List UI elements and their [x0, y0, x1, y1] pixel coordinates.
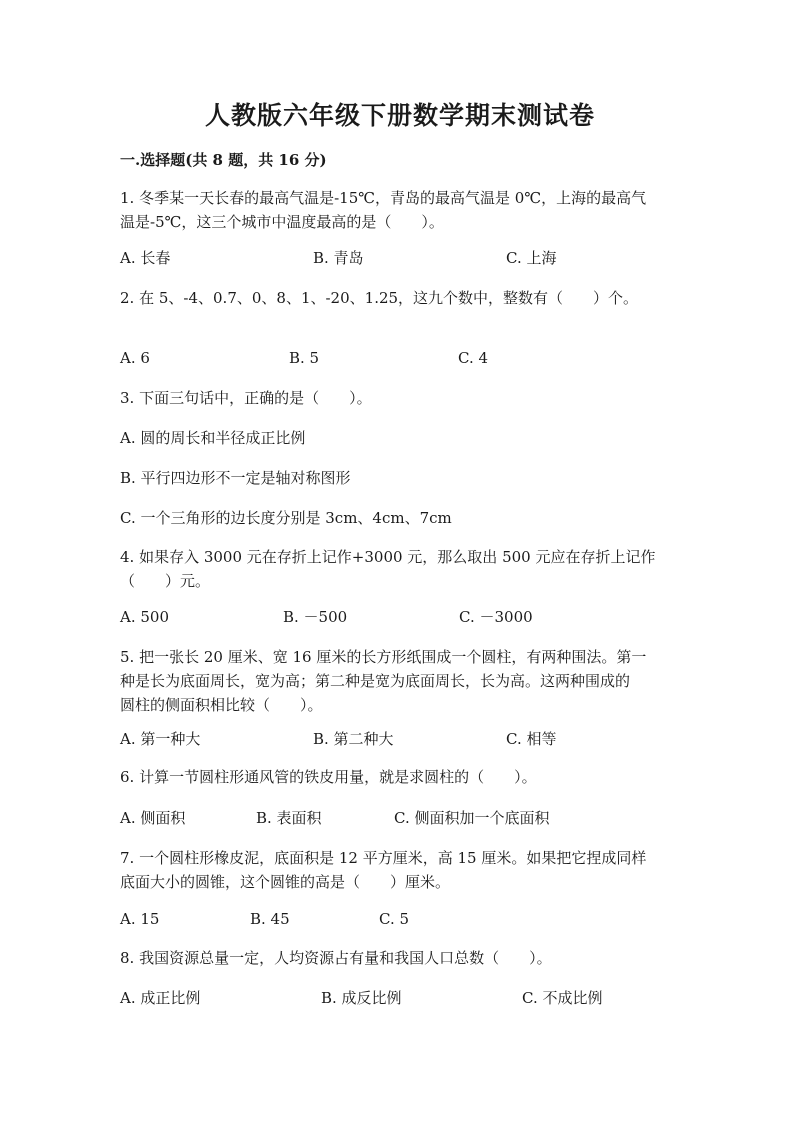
option-a[interactable]: A. 长春	[120, 249, 171, 267]
question-1-options	[120, 246, 680, 270]
option-c[interactable]: C. 4	[458, 349, 489, 367]
option-a[interactable]: A. 15	[120, 910, 160, 928]
question-4-options	[120, 605, 680, 629]
question-2-options	[120, 346, 680, 370]
page-title: 人教版六年级下册数学期末测试卷	[204, 101, 595, 130]
question-line: 圆柱的侧面积相比较（ ）。	[120, 696, 323, 714]
question-6	[120, 765, 680, 789]
option-c[interactable]: C. 侧面积加一个底面积	[394, 809, 550, 827]
option-c[interactable]: C. 相等	[506, 730, 557, 748]
option-b[interactable]: B. 第二种大	[313, 730, 394, 748]
question-line: 3. 下面三句话中，正确的是（ ）。	[120, 389, 372, 407]
question-5-options	[120, 727, 680, 751]
question-line: （ ）元。	[120, 572, 211, 590]
option-a[interactable]: A. 成正比例	[120, 989, 201, 1007]
question-3	[120, 386, 680, 410]
option-b[interactable]: B. 平行四边形不一定是轴对称图形	[120, 469, 351, 487]
option-b[interactable]: B. 成反比例	[321, 989, 402, 1007]
question-line: 6. 计算一节圆柱形通风管的铁皮用量，就是求圆柱的（ ）。	[120, 768, 537, 786]
question-5	[120, 645, 680, 717]
option-c[interactable]: C. －3000	[459, 608, 533, 626]
option-b[interactable]: B. 青岛	[313, 249, 364, 267]
question-line: 1. 冬季某一天长春的最高气温是-15℃，青岛的最高气温是 0℃，上海的最高气	[120, 189, 647, 207]
option-c[interactable]: C. 上海	[506, 249, 557, 267]
option-a[interactable]: A. 500	[120, 608, 169, 626]
question-3-option-b	[120, 466, 680, 490]
question-1	[120, 186, 680, 234]
option-a[interactable]: A. 侧面积	[120, 809, 186, 827]
question-6-options	[120, 806, 680, 830]
question-8-options	[120, 986, 680, 1010]
question-4	[120, 545, 680, 593]
option-b[interactable]: B. －500	[283, 608, 348, 626]
option-a[interactable]: A. 圆的周长和半径成正比例	[120, 429, 306, 447]
question-line: 温是-5℃，这三个城市中温度最高的是（ ）。	[120, 213, 444, 231]
option-c[interactable]: C. 5	[379, 910, 410, 928]
option-a[interactable]: A. 6	[120, 349, 150, 367]
question-line: 7. 一个圆柱形橡皮泥，底面积是 12 平方厘米，高 15 厘米。如果把它捏成同样	[120, 849, 647, 867]
question-line: 4. 如果存入 3000 元在存折上记作+3000 元，那么取出 500 元应在存折上记作	[120, 548, 656, 566]
question-3-option-c	[120, 506, 680, 530]
option-c[interactable]: C. 一个三角形的边长度分别是 3cm、4cm、7cm	[120, 509, 452, 527]
question-line: 底面大小的圆锥，这个圆锥的高是（ ）厘米。	[120, 873, 451, 891]
question-2	[120, 286, 680, 310]
question-7-options	[120, 907, 680, 931]
option-c[interactable]: C. 不成比例	[522, 989, 603, 1007]
question-7	[120, 846, 680, 894]
question-3-option-a	[120, 426, 680, 450]
section-heading: 一.选择题(共 8 题，共 16 分)	[120, 151, 327, 169]
question-8	[120, 946, 680, 970]
question-line: 8. 我国资源总量一定，人均资源占有量和我国人口总数（ ）。	[120, 949, 552, 967]
option-b[interactable]: B. 5	[289, 349, 320, 367]
option-b[interactable]: B. 表面积	[256, 809, 322, 827]
question-line: 5. 把一张长 20 厘米、宽 16 厘米的长方形纸围成一个圆柱，有两种围法。第一	[120, 648, 647, 666]
option-b[interactable]: B. 45	[250, 910, 290, 928]
question-line: 2. 在 5、-4、0.7、0、8、1、-20、1.25，这九个数中，整数有（ ）个。	[120, 289, 639, 307]
option-a[interactable]: A. 第一种大	[120, 730, 201, 748]
question-line: 种是长为底面周长，宽为高；第二种是宽为底面周长，长为高。这两种围成的	[120, 672, 631, 690]
